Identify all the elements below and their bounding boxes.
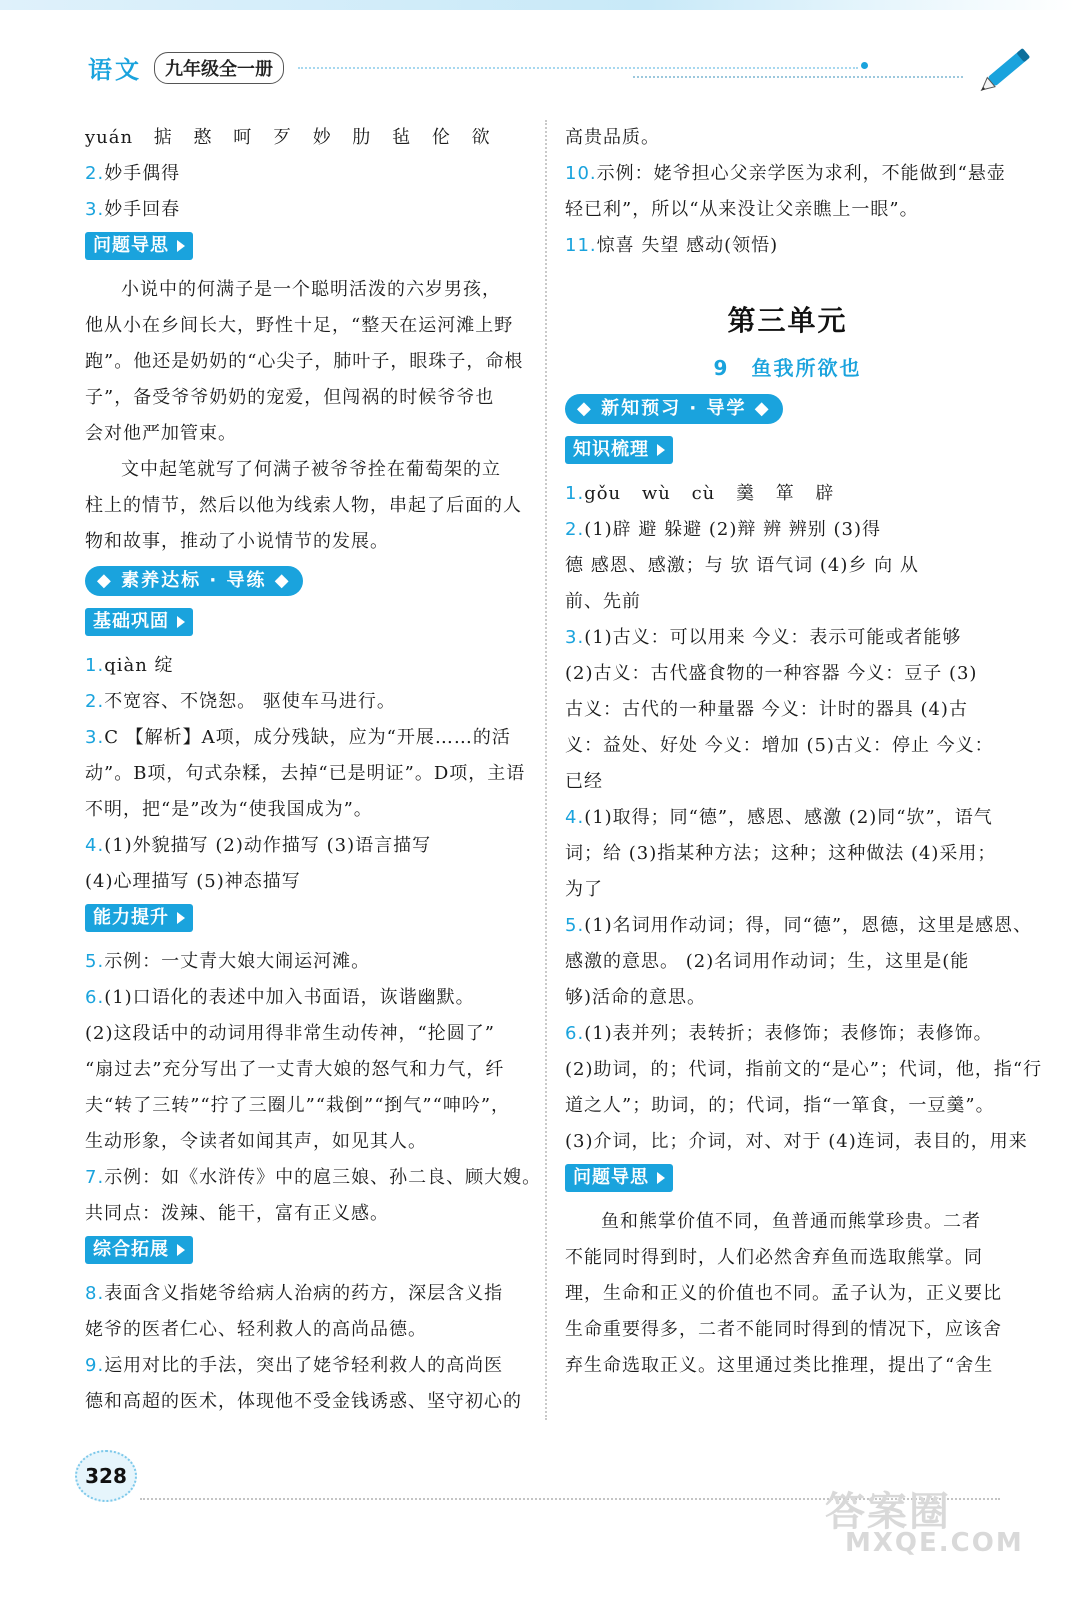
- text-line: [565, 1276, 1010, 1312]
- section-tag-label: 问题导思: [565, 1164, 673, 1192]
- line-text: 高贵品质。: [565, 127, 660, 148]
- item-number: 8.: [85, 1283, 105, 1304]
- text-line: [565, 584, 1010, 620]
- text-line: [85, 648, 530, 684]
- text-line: [85, 1088, 530, 1124]
- lesson-number: 9: [713, 356, 730, 380]
- line-text: 词；给 (3)指某种方法；这种；这种做法 (4)采用；: [565, 843, 997, 864]
- column-divider: [545, 120, 547, 1420]
- text-line: [85, 684, 530, 720]
- line-text: (1)名词用作动词；得，同“德”，恩德，这里是感恩、: [584, 915, 1033, 936]
- text-line: [85, 380, 530, 416]
- left-column: [85, 120, 542, 1420]
- line-text: 动”。B项，句式杂糅，去掉“已是明证”。D项，主语: [85, 763, 526, 784]
- text-line: [85, 1160, 542, 1196]
- line-text: 为了: [565, 879, 603, 900]
- line-text: 会对他严加管束。: [85, 423, 237, 444]
- text-line: [565, 728, 1010, 764]
- text-line: [565, 800, 1010, 836]
- text-line: [85, 864, 530, 900]
- line-text: 生动形象，令读者如闻其声，如见其人。: [85, 1131, 427, 1152]
- page-number: 328: [75, 1450, 137, 1502]
- item-number: 3.: [85, 199, 105, 220]
- line-text: “扇过去”充分写出了一丈青大娘的怒气和力气，纤: [85, 1059, 505, 1080]
- item-number: 2.: [85, 691, 105, 712]
- item-number: 4.: [565, 807, 585, 828]
- item-number: 1.: [565, 483, 585, 504]
- text-line: [85, 416, 530, 452]
- line-text: 弃生命选取正义。这里通过类比推理，提出了“舍生: [565, 1355, 994, 1376]
- text-line: [85, 524, 530, 560]
- section-banner: [85, 560, 530, 604]
- text-line: [85, 1124, 530, 1160]
- section-tag-label: 能力提升: [85, 904, 193, 932]
- text-line: [565, 656, 1010, 692]
- right-top-answers: [565, 120, 1010, 264]
- text-line: [85, 792, 530, 828]
- text-line: [85, 272, 530, 308]
- section-tag: [565, 432, 1010, 476]
- text-line: [565, 548, 1010, 584]
- line-text: (2)古义：古代盛食物的一种容器 今义：豆子 (3): [565, 663, 978, 684]
- item-number: 3.: [565, 627, 585, 648]
- section-tag-label: 综合拓展: [85, 1236, 193, 1264]
- text-line: [85, 1016, 530, 1052]
- top-band: [0, 0, 1075, 10]
- line-text: 共同点：泼辣、能干，富有正义感。: [85, 1203, 389, 1224]
- text-line: [565, 764, 1010, 800]
- text-line: [85, 156, 530, 192]
- line-text: 文中起笔就写了何满子被爷爷拴在葡萄架的立: [121, 459, 501, 480]
- line-text: 示例：一丈青大娘大闹运河滩。: [104, 951, 371, 972]
- text-line: [565, 120, 1010, 156]
- section-tag-label: 基础巩固: [85, 608, 193, 636]
- section-tag-label: 知识梳理: [565, 436, 673, 464]
- line-text: 跑”。他还是奶奶的“心尖子，肺叶子，眼珠子，命根: [85, 351, 524, 372]
- text-line: [565, 156, 1010, 192]
- line-text: (2)这段话中的动词用得非常生动传神，“抡圆了”: [85, 1023, 495, 1044]
- page-header: [88, 50, 1018, 84]
- item-number: 9.: [85, 1355, 105, 1376]
- header-dotted-line: [298, 67, 858, 69]
- line-text: 姥爷的医者仁心、轻利救人的高尚品德。: [85, 1319, 427, 1340]
- line-text: 不能同时得到时，人们必然舍弃鱼而选取熊掌。同: [565, 1247, 983, 1268]
- right-body: [565, 388, 1043, 1384]
- text-line: [565, 980, 1010, 1016]
- text-line: [85, 192, 530, 228]
- text-line: [85, 756, 530, 792]
- line-text: 示例：姥爷担心父亲学医为求利，不能做到“悬壶: [596, 163, 1006, 184]
- section-banner: [565, 388, 1010, 432]
- section-tag: [565, 1160, 1010, 1204]
- watermark-logo: 答案圈: [825, 1489, 951, 1535]
- line-text: 示例：如《水浒传》中的扈三娘、孙二良、顾大嫂。: [104, 1167, 542, 1188]
- text-line: [565, 944, 1010, 980]
- item-number: 11.: [565, 235, 597, 256]
- item-number: 6.: [565, 1023, 585, 1044]
- section-banner-label: ◆ 素养达标 · 导练 ◆: [85, 566, 303, 596]
- text-line: [85, 1052, 530, 1088]
- text-line: [85, 488, 530, 524]
- text-line: [565, 1348, 1010, 1384]
- line-text: (1)古义：可以用来 今义：表示可能或者能够: [584, 627, 962, 648]
- section-tag: [85, 604, 530, 648]
- text-line: [85, 1312, 530, 1348]
- text-line: [565, 192, 1010, 228]
- text-line: [85, 308, 530, 344]
- grade-label: 九年级全一册: [154, 52, 284, 84]
- line-text: 理，生命和正义的价值也不同。孟子认为，正义要比: [565, 1283, 1002, 1304]
- line-text: 妙手偶得: [104, 163, 181, 184]
- play-triangle-icon: [177, 240, 185, 252]
- line-text: 轻已利”，所以“从来没让父亲瞧上一眼”。: [565, 199, 919, 220]
- line-text: 够)活命的意思。: [565, 987, 707, 1008]
- text-line: [85, 828, 530, 864]
- line-text: (4)心理描写 (5)神态描写: [85, 871, 301, 892]
- play-triangle-icon: [177, 1244, 185, 1256]
- line-text: 惊喜 失望 感动(领悟): [596, 235, 779, 256]
- text-line: [85, 980, 530, 1016]
- section-banner-label: ◆ 新知预习 · 导学 ◆: [565, 394, 783, 424]
- line-text: 柱上的情节，然后以他为线索人物，串起了后面的人: [85, 495, 522, 516]
- header-dotted-line-lower: [633, 76, 963, 78]
- text-line: [85, 120, 530, 156]
- line-text: (3)介词，比；介词，对、对于 (4)连词，表目的，用来: [565, 1131, 1028, 1152]
- line-text: (1)取得；同“德”，感恩、感激 (2)同“欤”，语气: [584, 807, 993, 828]
- lesson-title: [565, 348, 1010, 388]
- item-number: 10.: [565, 163, 597, 184]
- line-text: 鱼和熊掌价值不同，鱼普通而熊掌珍贵。二者: [601, 1211, 981, 1232]
- line-text: (1)外貌描写 (2)动作描写 (3)语言描写: [104, 835, 432, 856]
- text-line: [565, 228, 1010, 264]
- text-line: [85, 1196, 530, 1232]
- text-line: [565, 476, 1010, 512]
- item-number: 4.: [85, 835, 105, 856]
- item-number: 6.: [85, 987, 105, 1008]
- text-line: [85, 944, 530, 980]
- line-text: gǒu wù cù 羹 箪 辟: [584, 483, 835, 504]
- line-text: 生命重要得多，二者不能同时得到的情况下，应该舍: [565, 1319, 1002, 1340]
- text-line: [565, 692, 1010, 728]
- line-text: 前、先前: [565, 591, 641, 612]
- line-text: 表面含义指姥爷给病人治病的药方，深层含义指: [104, 1283, 504, 1304]
- line-text: 德和高超的医术，体现他不受金钱诱惑、坚守初心的: [85, 1391, 522, 1412]
- line-text: yuán 掂 憨 呵 歹 妙 肋 毡 伦 欲: [85, 127, 491, 148]
- line-text: qiàn 绽: [104, 655, 174, 676]
- item-number: 3.: [85, 727, 105, 748]
- text-line: [565, 1312, 1010, 1348]
- item-number: 2.: [565, 519, 585, 540]
- watermark-url: MXQE.COM: [845, 1528, 1024, 1558]
- line-text: 小说中的何满子是一个聪明活泼的六岁男孩，: [121, 279, 501, 300]
- line-text: (1)辟 避 躲避 (2)辩 辨 辨别 (3)得: [584, 519, 882, 540]
- watermark: [825, 1480, 1024, 1558]
- subject-label: 语文: [88, 56, 142, 84]
- line-text: (1)口语化的表述中加入书面语，诙谐幽默。: [104, 987, 475, 1008]
- text-line: [565, 620, 1010, 656]
- line-text: 妙手回春: [104, 199, 181, 220]
- item-number: 1.: [85, 655, 105, 676]
- line-text: 感激的意思。 (2)名词用作动词；生，这里是(能: [565, 951, 970, 972]
- text-line: [85, 1276, 530, 1312]
- header-dot: [861, 62, 868, 69]
- line-text: 古义：古代的一种量器 今义：计时的器具 (4)古: [565, 699, 968, 720]
- line-text: 道之人”；助词，的；代词，指“一箪食，一豆羹”。: [565, 1095, 995, 1116]
- text-line: [565, 1088, 1010, 1124]
- text-line: [565, 908, 1033, 944]
- text-line: [565, 1240, 1010, 1276]
- item-number: 5.: [85, 951, 105, 972]
- line-text: 子”，备受爷爷奶奶的宠爱，但闯祸的时候爷爷也: [85, 387, 495, 408]
- section-tag: [85, 1232, 530, 1276]
- unit-title: 第三单元: [727, 304, 848, 337]
- line-text: 运用对比的手法，突出了姥爷轻利救人的高尚医: [104, 1355, 504, 1376]
- text-line: [565, 1016, 1010, 1052]
- right-column: [565, 120, 1043, 1384]
- section-tag: [85, 900, 530, 944]
- text-line: [565, 872, 1010, 908]
- item-number: 7.: [85, 1167, 105, 1188]
- text-line: [85, 344, 530, 380]
- text-line: [85, 1384, 530, 1420]
- line-text: 他从小在乡间长大，野性十足，“整天在运河滩上野: [85, 315, 514, 336]
- pen-icon: [968, 38, 1048, 98]
- line-text: 已经: [565, 771, 603, 792]
- line-text: 义：益处、好处 今义：增加 (5)古义：停止 今义：: [565, 735, 994, 756]
- line-text: 不宽容、不饶恕。 驱使车马进行。: [104, 691, 396, 712]
- line-text: (2)助词，的；代词，指前文的“是心”；代词，他，指“行: [565, 1059, 1043, 1080]
- text-line: [565, 1204, 1010, 1240]
- text-line: [85, 1348, 530, 1384]
- line-text: 德 感恩、感激；与 欤 语气词 (4)乡 向 从: [565, 555, 919, 576]
- text-line: [565, 836, 1010, 872]
- text-line: [565, 512, 1010, 548]
- line-text: 物和故事，推动了小说情节的发展。: [85, 531, 389, 552]
- item-number: 5.: [565, 915, 585, 936]
- line-text: 夫“转了三转”“拧了三圈儿”“栽倒”“捯气”“呻吟”，: [85, 1095, 511, 1116]
- text-line: [85, 720, 530, 756]
- play-triangle-icon: [177, 912, 185, 924]
- section-tag: [85, 228, 530, 272]
- line-text: 不明，把“是”改为“使我国成为”。: [85, 799, 373, 820]
- section-tag-label: 问题导思: [85, 232, 193, 260]
- play-triangle-icon: [657, 1172, 665, 1184]
- text-line: [565, 1052, 1043, 1088]
- text-line: [85, 452, 530, 488]
- play-triangle-icon: [177, 616, 185, 628]
- line-text: C 【解析】A项，成分残缺，应为“开展……的活: [104, 727, 511, 748]
- play-triangle-icon: [657, 444, 665, 456]
- text-line: [565, 1124, 1028, 1160]
- line-text: (1)表并列；表转折；表修饰；表修饰；表修饰。: [584, 1023, 993, 1044]
- item-number: 2.: [85, 163, 105, 184]
- lesson-name: 鱼我所欲也: [751, 356, 862, 380]
